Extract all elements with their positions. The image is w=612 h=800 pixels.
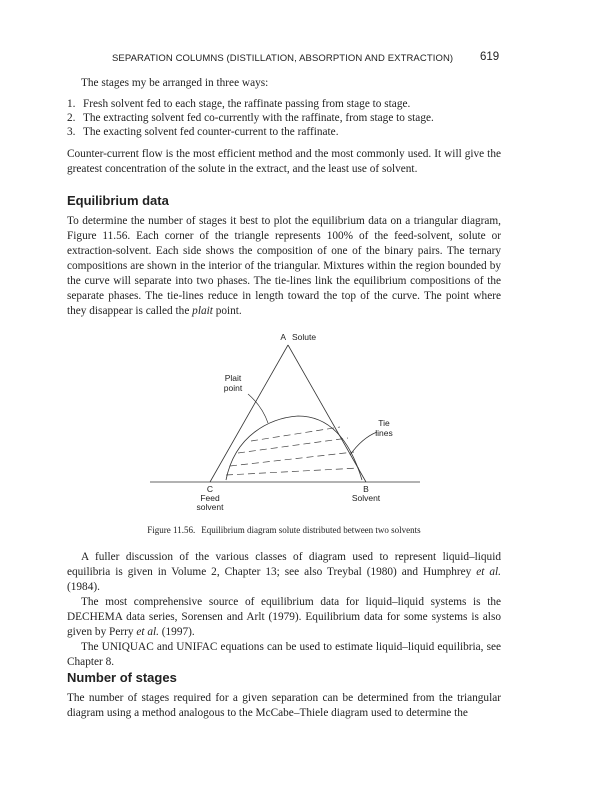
equilibrium-section (67, 193, 501, 319)
stages-paragraph: The number of stages required for a given separation can be determined from the triangular diagram using a method analogous to the McCabe–Thiele diagram used to determine the (67, 692, 501, 719)
discussion-paragraph-2: The most comprehensive source of equilibrium data for liquid–liquid systems is the DECHEMA data series, Sorensen and Arlt (1979). Equilibrium data for some systems is also given by Perry et al. (1997). (67, 596, 501, 638)
triangle-side-ac (210, 345, 288, 482)
page-number: 619 (480, 51, 500, 63)
counter-current-paragraph: Counter-current flow is the most efficient method and the most commonly used. It will give the greatest concentration of the solute in the extract, and the least use of solvent. (67, 148, 501, 175)
solute-label: Solute (292, 332, 317, 342)
list-item: 3. The exacting solvent fed counter-current to the raffinate. (67, 126, 339, 138)
binodal-curve (226, 416, 362, 480)
list-item: 2. The extracting solvent fed co-currently with the raffinate, from stage to stage. (67, 112, 434, 124)
vertex-label-c: C (206, 484, 214, 494)
section-heading-equilibrium: Equilibrium data (67, 193, 169, 208)
running-head: SEPARATION COLUMNS (DISTILLATION, ABSORPTION AND EXTRACTION) (112, 53, 454, 64)
discussion-paragraph-3: The UNIQUAC and UNIFAC equations can be used to estimate liquid–liquid equilibria, see Chapter 8. (67, 641, 501, 668)
discussion-block (67, 550, 501, 670)
triangular-diagram (140, 330, 460, 520)
section-heading-stages: Number of stages (67, 670, 177, 685)
triangle-side-ab (288, 345, 366, 482)
caption-text: Equilibrium diagram solute distributed between two solvents (201, 525, 421, 535)
solvent-label: Solvent (351, 493, 381, 503)
equilibrium-paragraph: To determine the number of stages it best to plot the equilibrium data on a triangular diagram, Figure 11.56. Each corner of the triangle represents 100% of the feed-solvent, solute or extraction-solvent. Each side shows the composition of one of the binary pairs. The ternary compositions are shown in the interior of the triangular. Mixtures within the region bounded by the curve will separate into two phases. The tie-lines link the equilibrium compositions of the separate phases. The tie-lines reduce in length toward the top of the curve. The point where they disappear is called the plait point. (67, 215, 501, 317)
tie-label-line1: Tie (378, 418, 390, 428)
feed-label-line2: solvent (196, 502, 224, 512)
top-text-block (67, 76, 501, 177)
discussion-paragraph-1: A fuller discussion of the various classes of diagram used to represent liquid–liquid equilibria is given in Volume 2, Chapter 13; see also Treybal (1980) and Humphrey et al. (1984). (67, 551, 501, 593)
tie-lines-pointer (350, 432, 377, 455)
tie-line (226, 468, 359, 475)
vertex-label-b: B (363, 484, 369, 494)
feed-label-line1: Feed (200, 493, 220, 503)
vertex-label-a: A (280, 332, 286, 342)
figure-caption (67, 525, 501, 535)
caption-number: Figure 11.56. (147, 525, 196, 535)
figure-11-56 (140, 330, 460, 520)
list-item: 1. Fresh solvent fed to each stage, the raffinate passing from stage to stage. (67, 98, 411, 110)
tie-line (230, 452, 354, 466)
intro-text: The stages my be arranged in three ways: (81, 77, 269, 89)
stages-section (67, 670, 501, 721)
plait-label-line1: Plait (224, 373, 242, 383)
stage-list (67, 97, 501, 139)
plait-label-line2: point (223, 383, 243, 393)
tie-label-line2: lines (375, 428, 393, 438)
tie-line (251, 427, 340, 441)
